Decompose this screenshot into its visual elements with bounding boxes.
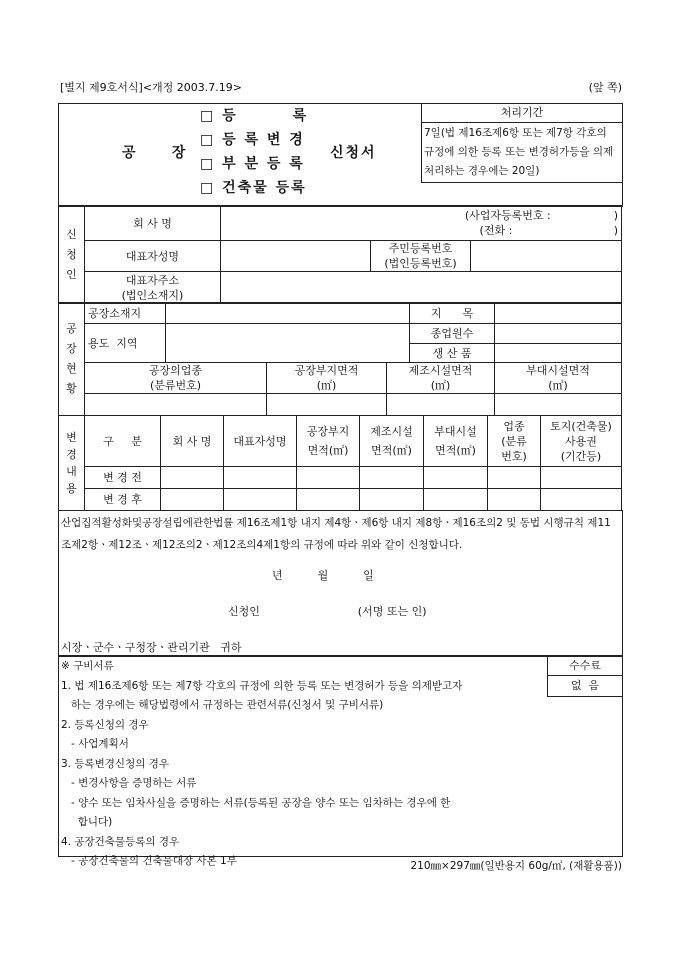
col-rep: 대표자성명 <box>224 416 297 467</box>
col-mfg-area: 제조시설 면적(㎡) <box>360 416 424 467</box>
cell[interactable] <box>224 489 297 511</box>
rep-name-label: 대표자성명 <box>85 241 221 272</box>
option-change[interactable]: □ 등 록 변 경 <box>200 132 305 148</box>
aux-area-label: 부대시설면적 (㎡) <box>495 363 622 394</box>
date-line[interactable]: 년 월 일 <box>272 569 374 582</box>
factory-section-label: 공장현황 <box>59 303 85 416</box>
industry-field[interactable] <box>85 394 267 416</box>
required-docs <box>61 657 462 872</box>
processing-text: 7일(법 제16조제6항 또는 제7항 각호의 규정에 의한 등록 또는 변경허가등을 의제 처리하는 경우에는 20일) <box>424 127 614 177</box>
doc-item: 1. 법 제16조제6항 또는 제7항 각호의 규정에 의한 등록 또는 변경허가 등을 의제받고자 <box>61 679 463 692</box>
form-number: [별지 제9호서식]<개정 2003.7.19> <box>60 81 242 94</box>
cell[interactable] <box>297 467 360 489</box>
rep-addr-label: 대표자주소 (법인소재지) <box>85 272 221 304</box>
docs-heading: ※ 구비서류 <box>61 660 114 672</box>
col-site-area: 공장부지 면적(㎡) <box>297 416 360 467</box>
cell[interactable] <box>360 467 424 489</box>
cell[interactable] <box>488 467 541 489</box>
processing-period-box <box>421 103 623 183</box>
cell[interactable] <box>424 467 488 489</box>
option-partial[interactable]: □ 부 분 등 록 <box>200 156 305 172</box>
doc-item: 2. 등록신청의 경우 <box>61 718 149 731</box>
table-row <box>59 489 622 511</box>
doc-item: 합니다) <box>61 816 113 828</box>
cell[interactable] <box>224 467 297 489</box>
aux-area-field[interactable] <box>495 394 622 416</box>
mfg-area-field[interactable] <box>387 394 495 416</box>
processing-label: 처리기간 <box>422 104 622 123</box>
addressee: 시장ㆍ군수ㆍ구청장ㆍ관리기관 귀하 <box>61 641 242 654</box>
col-company: 회 사 명 <box>161 416 224 467</box>
option-building[interactable]: □ 건축물 등록 <box>200 180 307 196</box>
applicant-table <box>58 205 622 304</box>
signer-line[interactable]: 신청인 (서명 또는 인) <box>228 605 427 618</box>
employees-field[interactable] <box>495 324 622 344</box>
resident-no-label: 주민등록번호 (법인등록번호) <box>371 241 471 272</box>
cell[interactable] <box>541 489 622 511</box>
rep-addr-field[interactable] <box>221 272 622 304</box>
land-type-label: 지 목 <box>410 303 495 324</box>
col-land-right: 토지(건축물) 사용권 (기간등) <box>541 416 622 467</box>
factory-table <box>58 302 622 416</box>
changes-table <box>58 415 622 511</box>
col-aux-area: 부대시설 면적(㎡) <box>424 416 488 467</box>
title-right: 신청서 <box>330 145 377 161</box>
location-field[interactable] <box>166 303 410 324</box>
changes-section-label: 변경내용 <box>59 416 85 511</box>
cell[interactable] <box>161 489 224 511</box>
statement-text: 산업집적활성화및공장설립에관한법률 제16조제1항 내지 제4항ㆍ제6항 내지 제8항ㆍ제16조의2 및 동법 시행규칙 제11조제2항ㆍ제12조ㆍ제12조의2ㆍ제12조의4제1항의 규정에 따라 위와 같이 신청합니다. <box>61 517 611 551</box>
product-label: 생 산 품 <box>410 344 495 363</box>
site-area-field[interactable] <box>267 394 387 416</box>
doc-item: - 변경사항을 증명하는 서류 <box>61 777 197 789</box>
page-side: (앞 쪽) <box>588 81 622 94</box>
cell[interactable] <box>541 467 622 489</box>
fee-box <box>547 655 623 697</box>
cell[interactable] <box>424 489 488 511</box>
table-row <box>59 467 622 489</box>
land-type-field[interactable] <box>495 303 622 324</box>
rep-name-field[interactable] <box>221 241 371 272</box>
cell[interactable] <box>297 489 360 511</box>
zone-field[interactable] <box>166 324 410 363</box>
doc-item: - 공장건축물의 건축물대장 사본 1부 <box>61 855 237 867</box>
cell[interactable] <box>360 489 424 511</box>
company-label: 회 사 명 <box>85 206 221 241</box>
col-category: 구 분 <box>85 416 161 467</box>
applicant-section-label: 신청인 <box>59 206 85 304</box>
title-left: 공 장 <box>122 145 188 161</box>
employees-label: 종업원수 <box>410 324 495 344</box>
doc-item: 하는 경우에는 해당법령에서 규정하는 관련서류(신청서 및 구비서류) <box>61 699 384 711</box>
industry-label: 공장의업종 (분류번호) <box>85 363 267 394</box>
zone-label: 용도 지역 <box>85 324 166 363</box>
fee-value: 없 음 <box>570 679 600 692</box>
doc-item: 4. 공장건축물등록의 경우 <box>61 835 180 848</box>
cell[interactable] <box>161 467 224 489</box>
doc-item: 3. 등록변경신청의 경우 <box>61 757 169 770</box>
cell[interactable] <box>488 489 541 511</box>
row-before-label: 변 경 전 <box>85 467 161 489</box>
title-options <box>200 104 308 200</box>
resident-no-field[interactable] <box>471 241 622 272</box>
paper-spec: 210㎜×297㎜(일반용지 60g/㎡, (재활용품)) <box>410 860 622 872</box>
doc-item: - 사업계획서 <box>61 738 129 750</box>
doc-item: - 양수 또는 임차사실을 증명하는 서류(등록된 공장을 양수 또는 임차하는 경우에 한 <box>61 796 451 809</box>
location-label: 공장소재지 <box>85 303 166 324</box>
site-area-label: 공장부지면적 (㎡) <box>267 363 387 394</box>
mfg-area-label: 제조시설면적 (㎡) <box>387 363 495 394</box>
product-field[interactable] <box>495 344 622 363</box>
col-industry: 업종 (분류 번호) <box>488 416 541 467</box>
row-after-label: 변 경 후 <box>85 489 161 511</box>
fee-label: 수수료 <box>548 656 622 676</box>
company-field[interactable]: (사업자등록번호 : ) (전화 : ) <box>221 206 622 241</box>
option-register[interactable]: □ 등 록 <box>200 108 309 124</box>
